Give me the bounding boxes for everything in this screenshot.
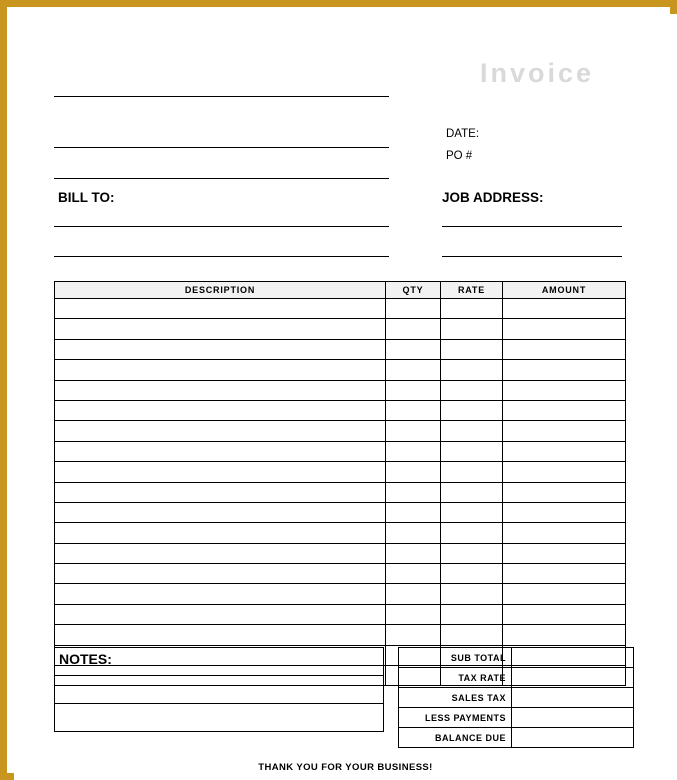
invoice-document: [14, 14, 677, 780]
notes-label: NOTES:: [59, 651, 112, 667]
line-items-body: [55, 299, 626, 686]
cell-description[interactable]: [55, 502, 386, 522]
totals-row: [399, 668, 634, 688]
cell-amount[interactable]: [503, 360, 626, 380]
cell-qty[interactable]: [386, 299, 441, 319]
cell-qty[interactable]: [386, 360, 441, 380]
cell-description[interactable]: [55, 625, 386, 645]
table-row: [55, 625, 626, 645]
cell-rate[interactable]: [441, 400, 503, 420]
totals-row: [399, 728, 634, 748]
cell-rate[interactable]: [441, 523, 503, 543]
totals-value[interactable]: [512, 688, 634, 708]
totals-label: SUB TOTAL: [399, 648, 512, 668]
notes-row: [55, 676, 384, 704]
totals-value[interactable]: [512, 708, 634, 728]
cell-description[interactable]: [55, 462, 386, 482]
cell-amount[interactable]: [503, 462, 626, 482]
totals-value[interactable]: [512, 648, 634, 668]
totals-value[interactable]: [512, 668, 634, 688]
cell-description[interactable]: [55, 400, 386, 420]
job-address-label: JOB ADDRESS:: [442, 190, 544, 205]
cell-qty[interactable]: [386, 584, 441, 604]
totals-table: [398, 647, 634, 748]
cell-rate[interactable]: [441, 462, 503, 482]
column-header-qty: QTY: [386, 282, 441, 299]
table-header-row: [55, 282, 626, 299]
cell-qty[interactable]: [386, 604, 441, 624]
cell-description[interactable]: [55, 360, 386, 380]
table-row: [55, 523, 626, 543]
cell-qty[interactable]: [386, 502, 441, 522]
cell-amount[interactable]: [503, 299, 626, 319]
cell-amount[interactable]: [503, 421, 626, 441]
cell-qty[interactable]: [386, 462, 441, 482]
cell-rate[interactable]: [441, 502, 503, 522]
table-row: [55, 564, 626, 584]
cell-description[interactable]: [55, 380, 386, 400]
cell-description[interactable]: [55, 604, 386, 624]
cell-rate[interactable]: [441, 564, 503, 584]
cell-amount[interactable]: [503, 523, 626, 543]
cell-rate[interactable]: [441, 319, 503, 339]
cell-amount[interactable]: [503, 380, 626, 400]
cell-qty[interactable]: [386, 523, 441, 543]
cell-description[interactable]: [55, 584, 386, 604]
cell-description[interactable]: [55, 482, 386, 502]
cell-amount[interactable]: [503, 339, 626, 359]
cell-description[interactable]: [55, 339, 386, 359]
cell-rate[interactable]: [441, 421, 503, 441]
table-row: [55, 380, 626, 400]
cell-amount[interactable]: [503, 543, 626, 563]
table-row: [55, 502, 626, 522]
table-row: [55, 319, 626, 339]
cell-qty[interactable]: [386, 380, 441, 400]
table-row: [55, 482, 626, 502]
table-row: [55, 604, 626, 624]
totals-label: LESS PAYMENTS: [399, 708, 512, 728]
table-row: [55, 441, 626, 461]
cell-amount[interactable]: [503, 625, 626, 645]
cell-amount[interactable]: [503, 319, 626, 339]
totals-label: SALES TAX: [399, 688, 512, 708]
cell-amount[interactable]: [503, 400, 626, 420]
column-header-rate: RATE: [441, 282, 503, 299]
cell-rate[interactable]: [441, 604, 503, 624]
bill-to-line-2[interactable]: [54, 256, 389, 257]
cell-qty[interactable]: [386, 625, 441, 645]
line-items-table: [54, 281, 626, 686]
table-row: [55, 400, 626, 420]
notes-line[interactable]: [55, 676, 384, 704]
cell-amount[interactable]: [503, 482, 626, 502]
job-address-line-1[interactable]: [442, 226, 622, 227]
cell-description[interactable]: [55, 299, 386, 319]
cell-description[interactable]: [55, 319, 386, 339]
cell-qty[interactable]: [386, 339, 441, 359]
cell-rate[interactable]: [441, 380, 503, 400]
cell-amount[interactable]: [503, 584, 626, 604]
job-address-line-2[interactable]: [442, 256, 622, 257]
cell-qty[interactable]: [386, 421, 441, 441]
bill-to-label: BILL TO:: [58, 190, 115, 205]
totals-row: [399, 708, 634, 728]
notes-line[interactable]: [55, 704, 384, 732]
header-line-company-name[interactable]: [54, 96, 389, 97]
cell-amount[interactable]: [503, 441, 626, 461]
cell-amount[interactable]: [503, 604, 626, 624]
cell-rate[interactable]: [441, 441, 503, 461]
table-row: [55, 462, 626, 482]
table-row: [55, 584, 626, 604]
cell-rate[interactable]: [441, 360, 503, 380]
cell-amount[interactable]: [503, 564, 626, 584]
cell-qty[interactable]: [386, 400, 441, 420]
cell-amount[interactable]: [503, 502, 626, 522]
cell-description[interactable]: [55, 564, 386, 584]
header-line-address-1[interactable]: [54, 147, 389, 148]
cell-description[interactable]: [55, 523, 386, 543]
cell-qty[interactable]: [386, 319, 441, 339]
cell-description[interactable]: [55, 441, 386, 461]
cell-qty[interactable]: [386, 564, 441, 584]
footer-thank-you: THANK YOU FOR YOUR BUSINESS!: [258, 762, 433, 773]
page-title: Invoice: [480, 58, 595, 88]
table-row: [55, 299, 626, 319]
cell-rate[interactable]: [441, 339, 503, 359]
cell-rate[interactable]: [441, 543, 503, 563]
header-line-address-2[interactable]: [54, 178, 389, 179]
cell-qty[interactable]: [386, 441, 441, 461]
totals-label: BALANCE DUE: [399, 728, 512, 748]
cell-qty[interactable]: [386, 543, 441, 563]
date-label: DATE:: [446, 128, 480, 140]
table-row: [55, 543, 626, 563]
cell-rate[interactable]: [441, 299, 503, 319]
table-row: [55, 339, 626, 359]
table-row: [55, 360, 626, 380]
totals-row: [399, 648, 634, 668]
cell-description[interactable]: [55, 543, 386, 563]
cell-rate[interactable]: [441, 625, 503, 645]
cell-qty[interactable]: [386, 482, 441, 502]
totals-row: [399, 688, 634, 708]
table-row: [55, 421, 626, 441]
po-label: PO #: [446, 150, 473, 162]
totals-value[interactable]: [512, 728, 634, 748]
cell-description[interactable]: [55, 421, 386, 441]
column-header-amount: AMOUNT: [503, 282, 626, 299]
bill-to-line-1[interactable]: [54, 226, 389, 227]
column-header-description: DESCRIPTION: [55, 282, 386, 299]
cell-rate[interactable]: [441, 482, 503, 502]
cell-rate[interactable]: [441, 584, 503, 604]
totals-label: TAX RATE: [399, 668, 512, 688]
notes-row: [55, 704, 384, 732]
